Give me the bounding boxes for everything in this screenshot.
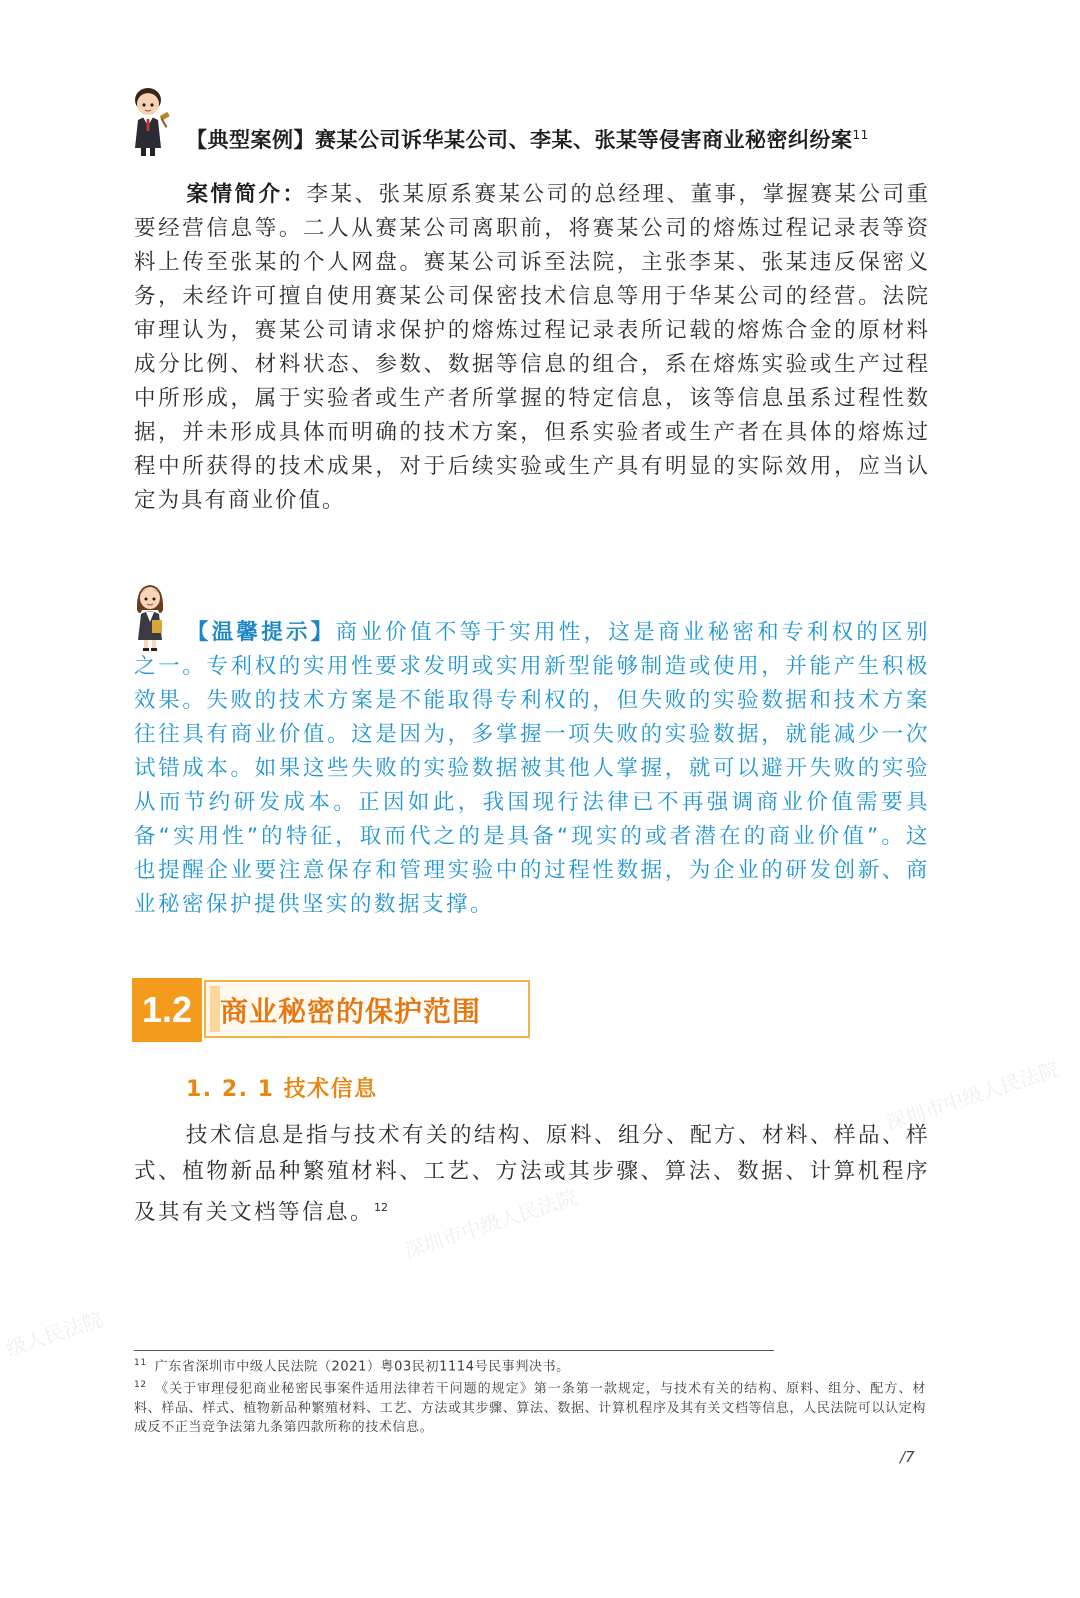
footnote-item xyxy=(134,1376,926,1436)
section-number: 1.2 xyxy=(132,978,202,1042)
warm-tip-text: 商业价值不等于实用性，这是商业秘密和专利权的区别之一。专利权的实用性要求发明或实用新型能够制造或使用，并能产生积极效果。失败的技术方案是不能取得专利权的，但失败的实验数据和技术方案往往具有商业价值。这是因为，多掌握一项失败的实验数据，就能减少一次试错成本。如果这些失败的实验数据被其他人掌握，就可以避开失败的实验从而节约研发成本。正因如此，我国现行法律已不再强调商业价值需要具备“实用性”的特征，取而代之的是具备“现实的或者潜在的商业价值”。这也提醒企业要注意保存和管理实验中的过程性数据，为企业的研发创新、商业秘密保护提供坚实的数据支撑。 xyxy=(134,620,930,917)
case-title xyxy=(186,124,946,154)
footnote-divider xyxy=(134,1350,774,1351)
warm-tip xyxy=(134,616,930,922)
footnote-ref[interactable]: 11 xyxy=(852,128,869,142)
section-heading xyxy=(132,978,534,1042)
watermark: 级人民法院 xyxy=(3,1307,106,1361)
footnotes xyxy=(134,1354,926,1437)
section-title-box xyxy=(204,980,530,1038)
subsection-text: 技术信息是指与技术有关的结构、原料、组分、配方、材料、样品、样式、植物新品种繁殖材料、工艺、方法或其步骤、算法、数据、计算机程序及其有关文档等信息。 xyxy=(134,1123,931,1226)
footnote-item xyxy=(134,1354,926,1376)
case-summary-text: 李某、张某原系赛某公司的总经理、董事，掌握赛某公司重要经营信息等。二人从赛某公司离职前，将赛某公司的熔炼过程记录表等资料上传至张某的个人网盘。赛某公司诉至法院，主张李某、张某违反保密义务，未经许可擅自使用赛某公司保密技术信息等用于华某公司的经营。法院审理认为，赛某公司请求保护的熔炼过程记录表所记载的熔炼合金的原材料成分比例、材料状态、参数、数据等信息的组合，系在熔炼实验或生产过程中所形成，属于实验者或生产者所掌握的特定信息，该等信息虽系过程性数据，并未形成具体而明确的技术方案，但系实验者或生产者在具体的熔炼过程中所获得的技术成果，对于后续实验或生产具有明显的实际效用，应当认定为具有商业价值。 xyxy=(134,182,930,513)
watermark: 深圳市中级人民法院 xyxy=(883,1056,1062,1136)
section-title: 商业秘密的保护范围 xyxy=(220,995,482,1028)
watermark: 深圳市中级人民法院 xyxy=(401,1184,580,1264)
judge-character-icon xyxy=(130,86,176,158)
footnote-text: 广东省深圳市中级人民法院（2021）粤03民初1114号民事判决书。 xyxy=(154,1359,570,1375)
case-title-text: 【典型案例】赛某公司诉华某公司、李某、张某等侵害商业秘密纠纷案 xyxy=(186,128,853,152)
footnote-number: 11 xyxy=(134,1358,147,1368)
footnote-ref[interactable]: 12 xyxy=(374,1201,389,1214)
subsection-paragraph xyxy=(134,1118,930,1231)
case-summary-lead: 案情简介： xyxy=(186,182,307,207)
subsection-title: 1. 2. 1 技术信息 xyxy=(186,1077,378,1102)
warm-tip-lead: 【温馨提示】 xyxy=(186,620,336,645)
footnote-text: 《关于审理侵犯商业秘密民事案件适用法律若干问题的规定》第一条第一款规定，与技术有关的结构、原料、组分、配方、材料、样品、样式、植物新品种繁殖材料、工艺、方法或其步骤、算法、数据、计算机程序及其有关文档等信息，人民法院可以认定构成反不正当竞争法第九条第四款所称的技术信息。 xyxy=(134,1381,926,1435)
page-number: /7 xyxy=(900,1448,915,1466)
footnote-number: 12 xyxy=(134,1380,147,1391)
case-summary xyxy=(134,178,930,518)
